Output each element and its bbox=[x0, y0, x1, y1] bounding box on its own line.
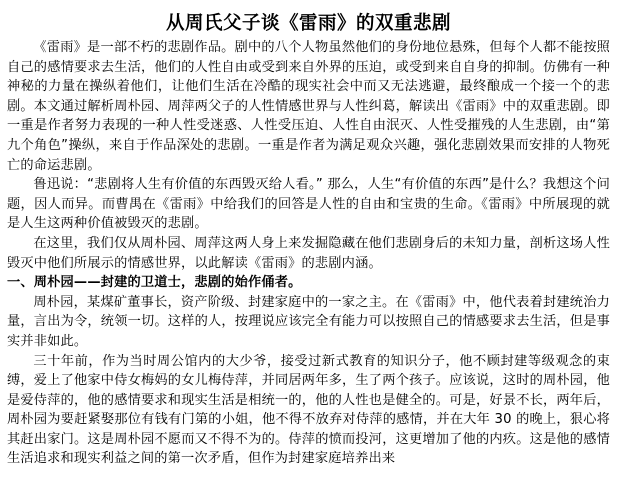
document-title: 从周氏父子谈《雷雨》的双重悲剧 bbox=[165, 13, 451, 34]
luxun-quote-paragraph: 鲁迅说：“悲剧将人生有价值的东西毁灭给人看。” 那么，人生“有价值的东西”是什么？我想这个问题，因人而异。而曹禺在《雷雨》中给我们的回答是人性的自由和宝贵的生命。《雷雨》中所展现的就是人生这两种价值被毁灭的悲剧。 bbox=[7, 177, 610, 232]
section-heading: 一、周朴园——封建的卫道士，悲剧的始作俑者。 bbox=[7, 275, 302, 291]
thirty-years-ago-paragraph: 三十年前，作为当时周公馆内的大少爷，接受过新式教育的知识分子，他不顾封建等级观念的束缚，爱上了他家中侍女梅妈的女儿梅侍萍，并同居两年多，生了两个孩子。应该说，这时的周朴园，他是爱侍萍的，他的感情要求和现实生活是相统一的，他的人性也是健全的。可是，好景不长，两年后，周朴园为要赶紧娶那位有钱有门第的小姐，他不得不放弃对侍萍的感情，并在大年 30 的晚上，狠心将其赶出家门。这是周朴园不愿而又不得不为的。侍萍的愤而投河，这更增加了他的内疚。这是他的感情生活追求和现实利益之间的第一次矛盾，但作为封建家庭培养出来 bbox=[7, 353, 610, 467]
scope-paragraph: 在这里，我们仅从周朴园、周萍这两人身上来发掘隐藏在他们悲剧身后的未知力量，剖析这场人性毁灭中他们所展示的情感世界，以此解读《雷雨》的悲剧内涵。 bbox=[7, 235, 610, 271]
zhou-puyuan-intro-paragraph: 周朴园，某煤矿董事长，资产阶级、封建家庭中的一家之主。在《雷雨》中，他代表着封建统治力量，言出为令，统领一切。这样的人，按理说应该完全有能力可以按照自己的情感要求去生活，但是事实并非如此。 bbox=[7, 294, 610, 349]
intro-paragraph: 《雷雨》是一部不朽的悲剧作品。剧中的八个人物虽然他们的身份地位悬殊，但每个人都不能按照自己的感情要求去生活，他们的人性自由或受到来自外界的压迫，或受到来自自身的抑制。仿佛有一种神秘的力量在操纵着他们，让他们生活在冷酷的现实社会中而又无法逃避，最终酿成一个接一个的悲剧。本文通过解析周朴园、周萍两父子的人性情感世界与人性纠葛，解读出《雷雨》中的双重悲剧。即一重是作者努力表现的一种人性受迷惑、人性受压迫、人性自由泯灭、人性受摧残的人生悲剧，由“第九个角色”操纵，来自于作品深处的悲剧。一重是作者为满足观众兴趣，强化悲剧效果而安排的人物死亡的命运悲剧。 bbox=[7, 40, 610, 173]
